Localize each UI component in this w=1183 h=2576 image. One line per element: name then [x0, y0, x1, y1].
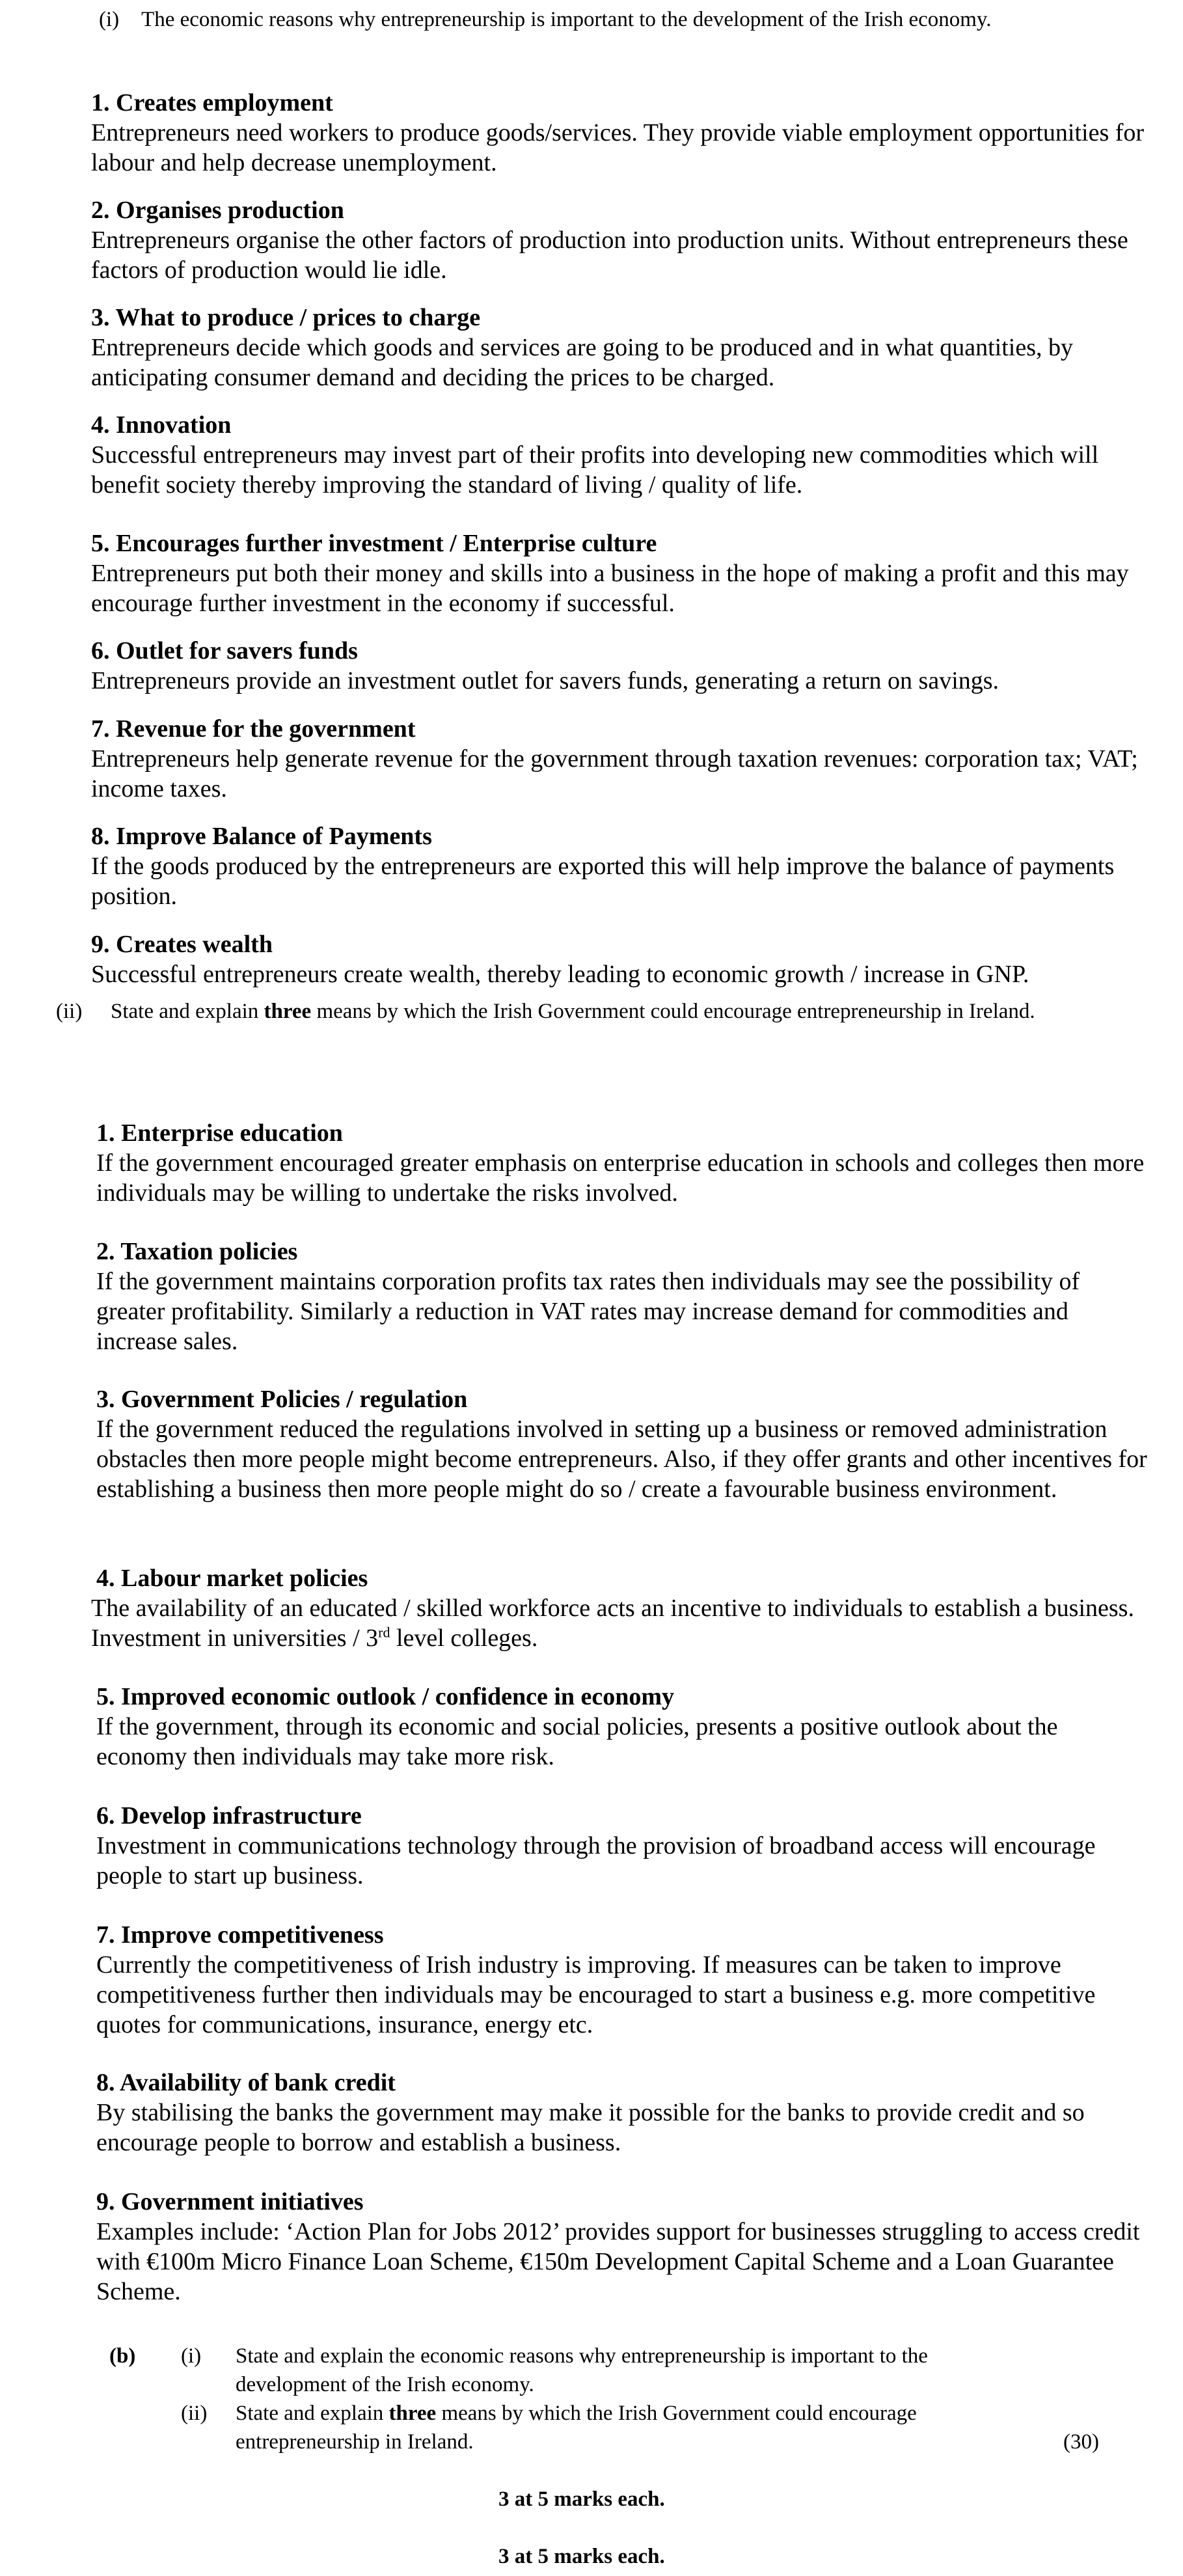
part-b-i-text: State and explain the economic reasons why entrepreneurship is important to the development of the Irish economy. — [236, 2344, 928, 2396]
question-ii-number: (ii) — [56, 1000, 83, 1023]
answer-heading: 5. Improved economic outlook / confidence in economy — [96, 1683, 675, 1710]
question-i — [99, 5, 1166, 34]
marking-note-1: 3 at 5 marks each. — [498, 2487, 665, 2511]
answer-heading: 2. Organises production — [91, 197, 344, 224]
question-ii: (ii) State and explain three means by which the Irish Government could encourage entrepreneurship in Ireland. — [56, 997, 1162, 1026]
answer-i-8 — [91, 821, 1145, 911]
answer-heading: 5. Encourages further investment / Enterprise culture — [91, 530, 657, 557]
answer-heading: 6. Outlet for savers funds — [91, 637, 358, 665]
answer-body: The availability of an educated / skilled workforce acts an incentive to individuals to establish a business. Investment in universities / 3rd level colleges. — [91, 1595, 1134, 1652]
answer-i-2 — [91, 195, 1145, 285]
answer-body: Entrepreneurs need workers to produce goods/services. They provide viable employment opportunities for labour and help decrease unemployment. — [91, 119, 1145, 176]
part-b-i-number: (i) — [181, 2344, 202, 2368]
answer-ii-8 — [96, 2068, 1150, 2158]
answer-body: Entrepreneurs help generate revenue for the government through taxation revenues: corporation tax; VAT; income taxes. — [91, 745, 1138, 802]
answer-heading: 7. Improve competitiveness — [96, 1921, 384, 1949]
answer-heading: 8. Improve Balance of Payments — [91, 823, 432, 850]
answer-i-1 — [91, 88, 1145, 178]
answer-heading: 8. Availability of bank credit — [96, 2069, 396, 2096]
answer-ii-1 — [96, 1118, 1150, 1208]
answer-ii-4 — [91, 1563, 1152, 1653]
answer-ii-2 — [96, 1237, 1150, 1356]
answer-ii-3 — [96, 1384, 1150, 1504]
answer-i-4 — [91, 410, 1145, 500]
answer-body: Entrepreneurs decide which goods and services are going to be produced and in what quantities, by anticipating consumer demand and deciding the prices to be charged. — [91, 334, 1073, 391]
answer-ii-7 — [96, 1920, 1157, 2040]
answer-heading: 1. Creates employment — [91, 89, 333, 116]
answer-body: Examples include: ‘Action Plan for Jobs 2012’ provides support for businesses struggling to access credit with €100m Micro Finance Loan Scheme, €150m Development Capital Scheme and a Loan Guarantee Scheme. — [96, 2218, 1140, 2305]
answer-body: Currently the competitiveness of Irish industry is improving. If measures can be taken to improve competitiveness further then individuals may be encouraged to start a business e.g. more competitive quotes for communications, insurance, energy etc. — [96, 1951, 1096, 2038]
answer-heading: 6. Develop infrastructure — [96, 1802, 362, 1829]
answer-body: If the government encouraged greater emphasis on enterprise education in schools and colleges then more individuals may be willing to undertake the risks involved. — [96, 1149, 1145, 1207]
answer-ii-5 — [96, 1682, 1150, 1772]
answer-heading: 3. Government Policies / regulation — [96, 1386, 468, 1413]
question-i-text: The economic reasons why entrepreneurship is important to the development of the Irish economy. — [141, 8, 992, 31]
answer-heading: 1. Enterprise education — [96, 1119, 343, 1147]
answer-body: Entrepreneurs put both their money and skills into a business in the hope of making a profit and this may encourage further investment in the economy if successful. — [91, 560, 1129, 617]
question-i-number: (i) — [99, 8, 120, 31]
answer-body: Successful entrepreneurs create wealth, thereby leading to economic growth / increase in GNP. — [91, 961, 1029, 988]
part-b-label: (b) — [109, 2344, 136, 2368]
answer-heading: 4. Labour market policies — [96, 1565, 368, 1592]
answer-heading: 9. Creates wealth — [91, 931, 273, 958]
answer-body: Successful entrepreneurs may invest part of their profits into developing new commodities which will benefit society thereby improving the standard of living / quality of life. — [91, 441, 1099, 499]
answer-i-6 — [91, 636, 1145, 696]
answer-i-5 — [91, 528, 1145, 618]
part-b-marks: (30) — [1063, 2430, 1099, 2454]
part-b-ii-text: State and explain three means by which the Irish Government could encourage entrepreneurship in Ireland. — [236, 2402, 917, 2454]
answer-body: If the goods produced by the entrepreneurs are exported this will help improve the balance of payments position. — [91, 853, 1115, 910]
answer-i-3 — [91, 303, 1145, 392]
marking-note-2: 3 at 5 marks each. — [498, 2545, 665, 2568]
answer-heading: 9. Government initiatives — [96, 2188, 364, 2215]
answer-i-9 — [91, 929, 1145, 989]
answer-ii-6 — [96, 1801, 1150, 1891]
answer-heading: 4. Innovation — [91, 411, 232, 439]
answer-ii-9 — [96, 2187, 1157, 2307]
answer-heading: 3. What to produce / prices to charge — [91, 304, 481, 331]
answer-body: If the government maintains corporation profits tax rates then individuals may see the possibility of greater profitability. Similarly a reduction in VAT rates may increase demand for commodities and increase sales. — [96, 1268, 1080, 1355]
answer-body: Investment in communications technology through the provision of broadband access will encourage people to start up business. — [96, 1832, 1096, 1889]
answer-body: If the government, through its economic and social policies, presents a positive outlook about the economy then individuals may take more risk. — [96, 1713, 1058, 1770]
answer-heading: 2. Taxation policies — [96, 1238, 298, 1265]
part-b-ii-number: (ii) — [181, 2402, 208, 2425]
answer-i-7 — [91, 714, 1145, 804]
answer-body: If the government reduced the regulations involved in setting up a business or removed administration obstacles then more people might become entrepreneurs. Also, if they offer grants and other incentives for establishing a business then more people might do so / create a favourable business environment. — [96, 1416, 1147, 1503]
answer-body: Entrepreneurs organise the other factors of production into production units. Without entrepreneurs these factors of production would lie idle. — [91, 226, 1128, 284]
answer-heading: 7. Revenue for the government — [91, 715, 416, 743]
answer-body: By stabilising the banks the government may make it possible for the banks to provide credit and so encourage people to borrow and establish a business. — [96, 2099, 1085, 2156]
answer-body: Entrepreneurs provide an investment outlet for savers funds, generating a return on savings. — [91, 667, 999, 694]
